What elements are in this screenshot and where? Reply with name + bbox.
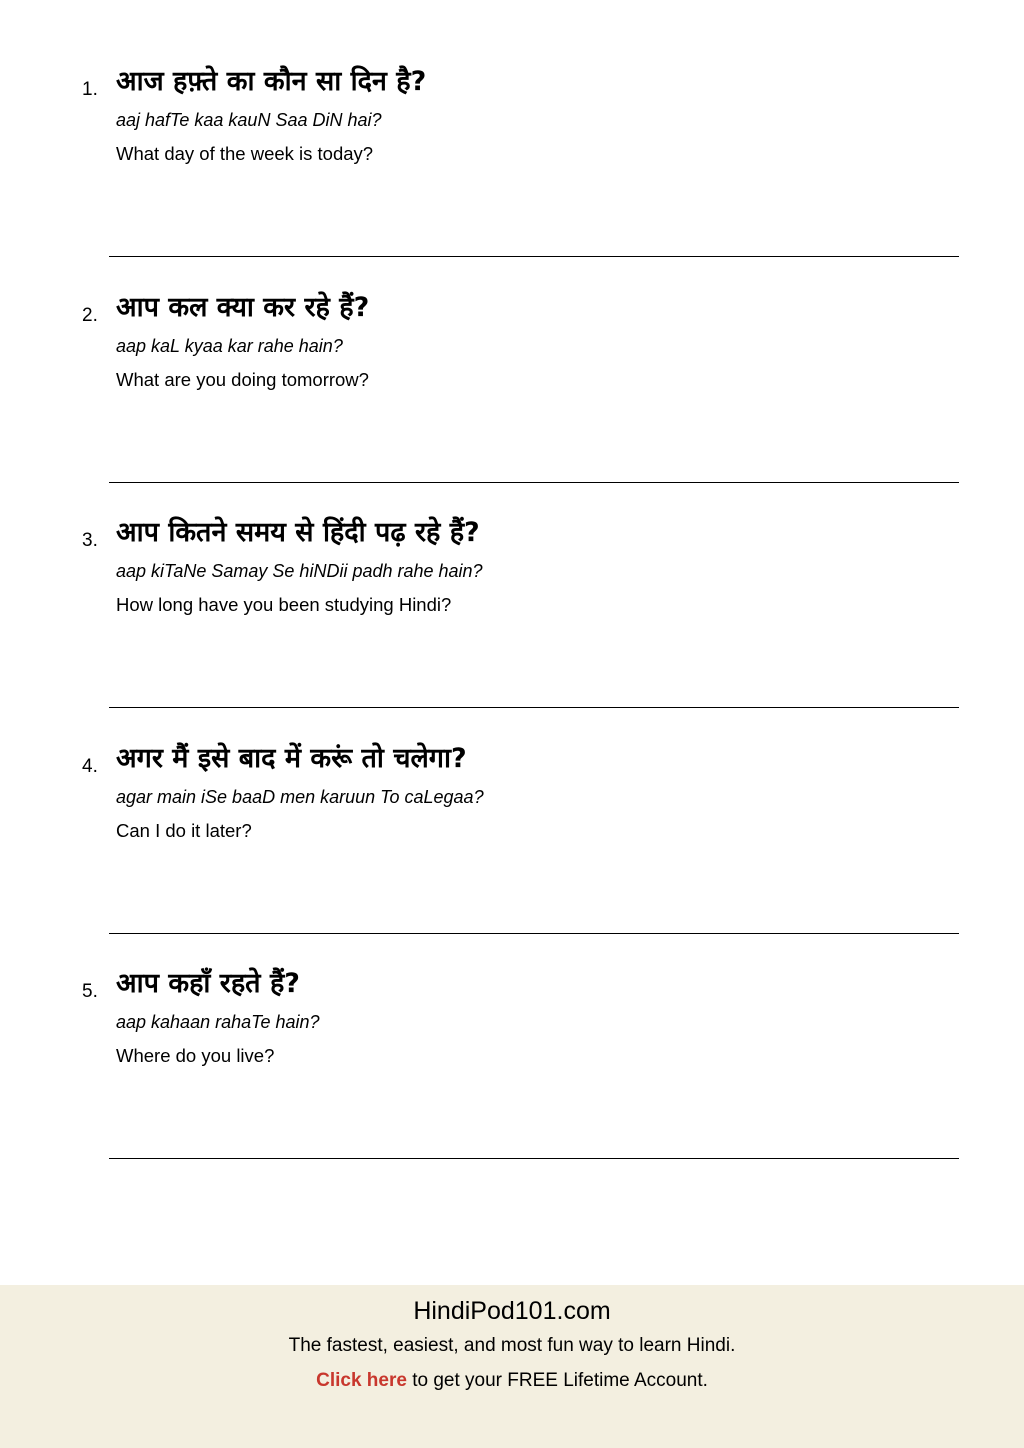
question-item-2 — [0, 294, 1024, 520]
answer-line — [109, 1158, 959, 1159]
question-number: 2. — [82, 305, 98, 326]
question-number: 1. — [82, 79, 98, 100]
question-translation: How long have you been studying Hindi? — [116, 594, 452, 615]
question-hindi: अगर मैं इसे बाद में करूं तो चलेगा? — [116, 743, 467, 774]
question-number: 5. — [82, 981, 98, 1002]
question-item-4 — [0, 745, 1024, 971]
footer-site-name: HindiPod101.com — [413, 1297, 611, 1325]
footer-tagline: The fastest, easiest, and most fun way to learn Hindi. — [288, 1335, 736, 1356]
footer-banner — [0, 1285, 1024, 1448]
footer-cta-text: to get your FREE Lifetime Account. — [406, 1370, 708, 1391]
footer-cta — [0, 1368, 1024, 1394]
question-translation: Can I do it later? — [116, 820, 252, 841]
question-transliteration: aap kaL kyaa kar rahe hain? — [116, 336, 343, 356]
question-translation: What are you doing tomorrow? — [116, 369, 369, 390]
question-number: 3. — [82, 530, 98, 551]
question-hindi: आज हफ़्ते का कौन सा दिन है? — [116, 66, 427, 97]
question-transliteration: aaj hafTe kaa kauN Saa DiN hai? — [116, 110, 382, 130]
question-item-5 — [0, 970, 1024, 1196]
question-transliteration: agar main iSe baaD men karuun To caLegaa? — [116, 787, 484, 807]
answer-line — [109, 482, 959, 483]
question-hindi: आप कहाँ रहते हैं? — [116, 968, 300, 999]
question-hindi: आप कितने समय से हिंदी पढ़ रहे हैं? — [116, 517, 480, 548]
question-translation: What day of the week is today? — [116, 143, 374, 164]
answer-line — [109, 256, 959, 257]
question-translation: Where do you live? — [116, 1045, 275, 1066]
question-number: 4. — [82, 756, 98, 777]
answer-line — [109, 707, 959, 708]
click-here-link[interactable]: Click here — [316, 1370, 407, 1391]
question-transliteration: aap kahaan rahaTe hain? — [116, 1012, 320, 1032]
answer-line — [109, 933, 959, 934]
question-hindi: आप कल क्या कर रहे हैं? — [116, 292, 370, 323]
question-item-3 — [0, 519, 1024, 745]
question-transliteration: aap kiTaNe Samay Se hiNDii padh rahe hain? — [116, 561, 483, 581]
question-item-1 — [0, 68, 1024, 294]
